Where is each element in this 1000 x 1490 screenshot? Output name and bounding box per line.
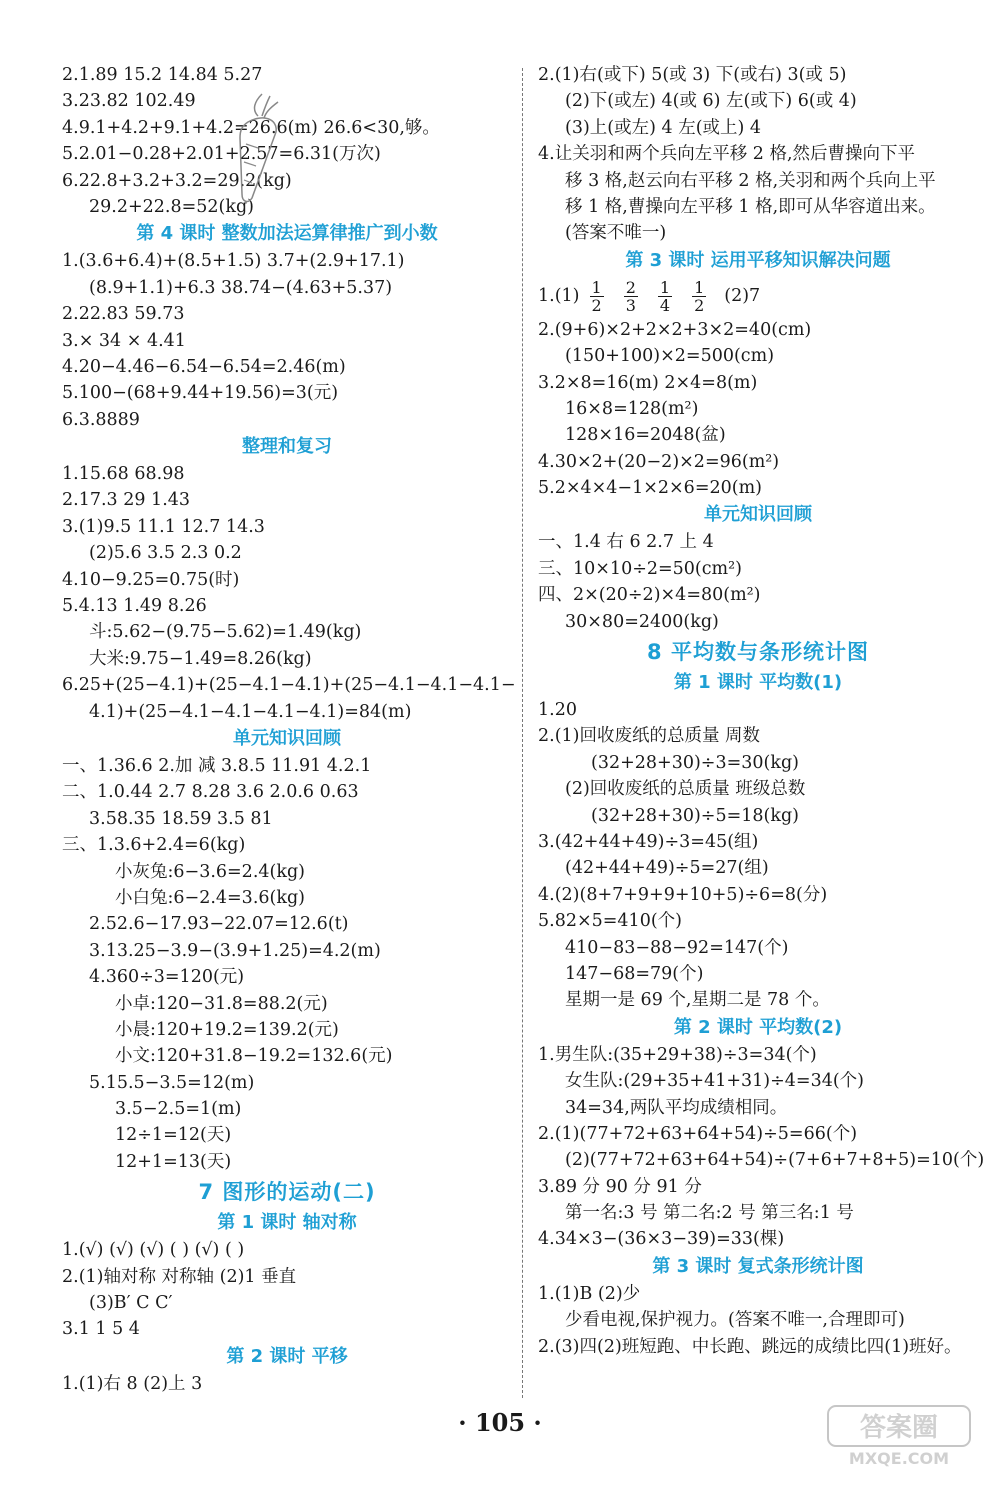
answer-line: 5.2×4×4−1×2×6=20(m) (538, 478, 762, 499)
answer-line: 1.15.68 68.98 (62, 464, 185, 485)
watermark-logo (824, 1400, 974, 1470)
column-divider (522, 68, 523, 1398)
section-heading: 单元知识回顾 (704, 504, 812, 526)
answer-line: 斗:5.62−(9.75−5.62)=1.49(kg) (89, 622, 362, 643)
answer-line: 1.(1)B (2)少 (538, 1283, 641, 1304)
answer-line: (2)下(或左) 4(或 6) 左(或下) 6(或 4) (565, 91, 857, 112)
answer-line: 2.(1)回收废纸的总质量 周数 (538, 726, 761, 747)
answer-line: (42+44+49)÷5=27(组) (565, 858, 769, 879)
answer-line: 12÷1=12(天) (115, 1125, 232, 1146)
answer-line: 147−68=79(个) (565, 963, 704, 984)
fraction-numerator: 1 (659, 277, 671, 297)
answer-line: 移 3 格,赵云向右平移 2 格,关羽和两个兵向上平 (565, 170, 936, 191)
fraction-numerator: 1 (694, 277, 705, 297)
fraction (658, 279, 672, 314)
right-column (538, 62, 985, 1360)
answer-line: 4.(2)(8+7+9+9+10+5)÷6=8(分) (538, 884, 828, 905)
fraction (692, 279, 706, 314)
answer-line: (8.9+1.1)+6.3 38.74−(4.63+5.37) (89, 277, 393, 298)
answer-line: 2.1.89 15.2 14.84 5.27 (62, 65, 263, 85)
section-heading: 整理和复习 (242, 436, 332, 458)
answer-line: 女生队:(29+35+41+31)÷4=34(个) (565, 1071, 864, 1092)
lesson-heading: 第 2 课时 平移 (226, 1345, 348, 1367)
answer-line: 一、1.4 右 6 2.7 上 4 (538, 532, 714, 553)
answer-line: 3.5−2.5=1(m) (115, 1099, 242, 1120)
answer-line: 5.2.01−0.28+2.01+2.57=6.31(万次) (62, 144, 381, 165)
answer-line: 1.(3.6+6.4)+(8.5+1.5) 3.7+(2.9+17.1) (62, 251, 405, 272)
answer-line: 3.2×8=16(m) 2×4=8(m) (538, 372, 758, 393)
answer-line: 410−83−88−92=147(个) (565, 937, 789, 958)
answer-line: 三、1.3.6+2.4=6(kg) (62, 835, 246, 856)
answer-line: 小晨:120+19.2=139.2(元) (115, 1019, 339, 1040)
answer-line: 一、1.36.6 2.加 减 3.8.5 11.91 4.2.1 (62, 755, 372, 776)
page-number: · 105 · (458, 1408, 542, 1437)
answer-line: 4.360÷3=120(元) (89, 967, 245, 988)
fraction-denominator: 4 (659, 295, 671, 315)
unit-heading: 8 平均数与条形统计图 (647, 640, 869, 665)
fraction-numerator: 2 (625, 277, 636, 297)
answer-line: 5.82×5=410(个) (538, 911, 682, 932)
answer-line: 5.4.13 1.49 8.26 (62, 596, 207, 617)
fraction (590, 279, 604, 314)
answer-line: 128×16=2048(盆) (565, 425, 726, 446)
answer-line: 16×8=128(m²) (565, 398, 699, 419)
answer-line: 4.9.1+4.2+9.1+4.2=26.6(m) 26.6<30,够。 (62, 117, 440, 138)
answer-line: 6.22.8+3.2+3.2=29.2(kg) (62, 170, 292, 191)
answer-line: 5.15.5−3.5=12(m) (89, 1072, 255, 1093)
fraction-denominator: 2 (591, 295, 602, 315)
lesson-heading: 第 1 课时 平均数(1) (673, 672, 843, 694)
answer-line: 3.× 34 × 4.41 (62, 330, 186, 351)
lesson-heading: 第 2 课时 平均数(2) (673, 1016, 843, 1038)
answer-line: 4.1)+(25−4.1−4.1−4.1−4.1)=84(m) (89, 701, 412, 722)
lesson-heading: 第 3 课时 复式条形统计图 (652, 1255, 864, 1277)
answer-line: 4.20−4.46−6.54−6.54=2.46(m) (62, 356, 346, 377)
answer-line: 5.100−(68+9.44+19.56)=3(元) (62, 383, 339, 404)
answer-line: 3.13.25−3.9−(3.9+1.25)=4.2(m) (89, 940, 381, 961)
left-column (62, 62, 516, 1397)
fraction-numerator: 1 (591, 277, 602, 297)
answer-line: 2.17.3 29 1.43 (62, 490, 191, 511)
answer-line: 3.23.82 102.49 (62, 91, 196, 112)
answer-line: 29.2+22.8=52(kg) (89, 196, 254, 217)
answer-line: 6.25+(25−4.1)+(25−4.1−4.1)+(25−4.1−4.1−4.1− (62, 675, 516, 696)
answer-line: 1.(1)右 8 (2)上 3 (62, 1373, 203, 1394)
answer-line: 小灰兔:6−3.6=2.4(kg) (115, 861, 305, 882)
answer-line-fractions (538, 275, 978, 317)
answer-line: (150+100)×2=500(cm) (565, 346, 775, 367)
answer-line: 二、1.0.44 2.7 8.28 3.6 2.0.6 0.63 (62, 782, 359, 803)
unit-heading: 7 图形的运动(二) (198, 1180, 376, 1205)
answer-line: 四、2×(20÷2)×4=80(m²) (538, 585, 761, 606)
answer-line: 小文:120+31.8−19.2=132.6(元) (115, 1046, 393, 1067)
answer-line: (2)5.6 3.5 2.3 0.2 (89, 543, 242, 564)
answer-prefix: 1.(1) (538, 285, 580, 306)
answer-line: 1.男生队:(35+29+38)÷3=34(个) (538, 1044, 817, 1065)
answer-line: (32+28+30)÷3=30(kg) (591, 752, 799, 773)
answer-line: 2.(1)轴对称 对称轴 (2)1 垂直 (62, 1266, 297, 1287)
answer-line: 6.3.8889 (62, 409, 140, 430)
answer-line: 少看电视,保护视力。(答案不唯一,合理即可) (565, 1310, 905, 1331)
answer-line: 3.89 分 90 分 91 分 (538, 1176, 702, 1197)
answer-line: (3)上(或左) 4 左(或上) 4 (565, 117, 762, 138)
answer-line: 2.22.83 59.73 (62, 304, 185, 325)
fraction (624, 279, 638, 314)
answer-line: 小白兔:6−2.4=3.6(kg) (115, 887, 305, 908)
answer-line: (3)B′ C C′ (89, 1293, 173, 1314)
answer-line: 小卓:120−31.8=88.2(元) (115, 993, 328, 1014)
answer-line: 2.52.6−17.93−22.07=12.6(t) (89, 914, 349, 935)
lesson-heading: 第 3 课时 运用平移知识解决问题 (625, 249, 891, 271)
answer-line: 3.1 1 5 4 (62, 1319, 140, 1340)
answer-line: 2.(1)右(或下) 5(或 3) 下(或右) 3(或 5) (538, 65, 847, 85)
fraction-denominator: 2 (694, 295, 705, 315)
answer-line: 1.20 (538, 700, 577, 721)
fraction-denominator: 3 (625, 295, 636, 315)
answer-line: 第一名:3 号 第二名:2 号 第三名:1 号 (565, 1203, 854, 1224)
svg-text:MXQE.COM: MXQE.COM (848, 1449, 950, 1468)
answer-line: 4.10−9.25=0.75(时) (62, 569, 240, 590)
answer-line: (32+28+30)÷5=18(kg) (591, 805, 799, 826)
answer-line: 2.(1)(77+72+63+64+54)÷5=66(个) (538, 1123, 858, 1144)
carrot-doodle-icon (218, 88, 298, 208)
answer-line: 4.让关羽和两个兵向左平移 2 格,然后曹操向下平 (538, 144, 916, 165)
answer-line: 34=34,两队平均成绩相同。 (565, 1097, 788, 1118)
answer-suffix: (2)7 (724, 285, 761, 306)
answer-line: 大米:9.75−1.49=8.26(kg) (89, 648, 312, 669)
answer-line: (2)回收废纸的总质量 班级总数 (565, 779, 806, 800)
svg-text:答案圈: 答案圈 (859, 1413, 939, 1443)
answer-line: 12+1=13(天) (115, 1151, 232, 1172)
lesson-heading: 第 4 课时 整数加法运算律推广到小数 (136, 223, 438, 245)
answer-line: 移 1 格,曹操向左平移 1 格,即可从华容道出来。 (565, 196, 936, 217)
answer-line: 30×80=2400(kg) (565, 611, 719, 632)
answer-line: 3.(1)9.5 11.1 12.7 14.3 (62, 516, 265, 537)
answer-line: (答案不唯一) (565, 223, 667, 244)
answer-line: 星期一是 69 个,星期二是 78 个。 (565, 990, 830, 1011)
answer-line: 4.30×2+(20−2)×2=96(m²) (538, 451, 780, 472)
section-heading: 单元知识回顾 (233, 727, 341, 749)
answer-line: 三、10×10÷2=50(cm²) (538, 558, 742, 579)
answer-line: 3.58.35 18.59 3.5 81 (89, 808, 273, 829)
answer-line: 2.(3)四(2)班短跑、中长跑、跳远的成绩比四(1)班好。 (538, 1336, 962, 1357)
answer-line: 2.(9+6)×2+2×2+3×2=40(cm) (538, 319, 812, 340)
answer-line: (2)(77+72+63+64+54)÷(7+6+7+8+5)=10(个) (565, 1150, 985, 1171)
answer-line: 3.(42+44+49)÷3=45(组) (538, 831, 759, 852)
answer-line: 1.(√) (√) (√) ( ) (√) ( ) (62, 1240, 245, 1261)
answer-line: 4.34×3−(36×3−39)=33(棵) (538, 1229, 785, 1250)
lesson-heading: 第 1 课时 轴对称 (217, 1212, 357, 1234)
